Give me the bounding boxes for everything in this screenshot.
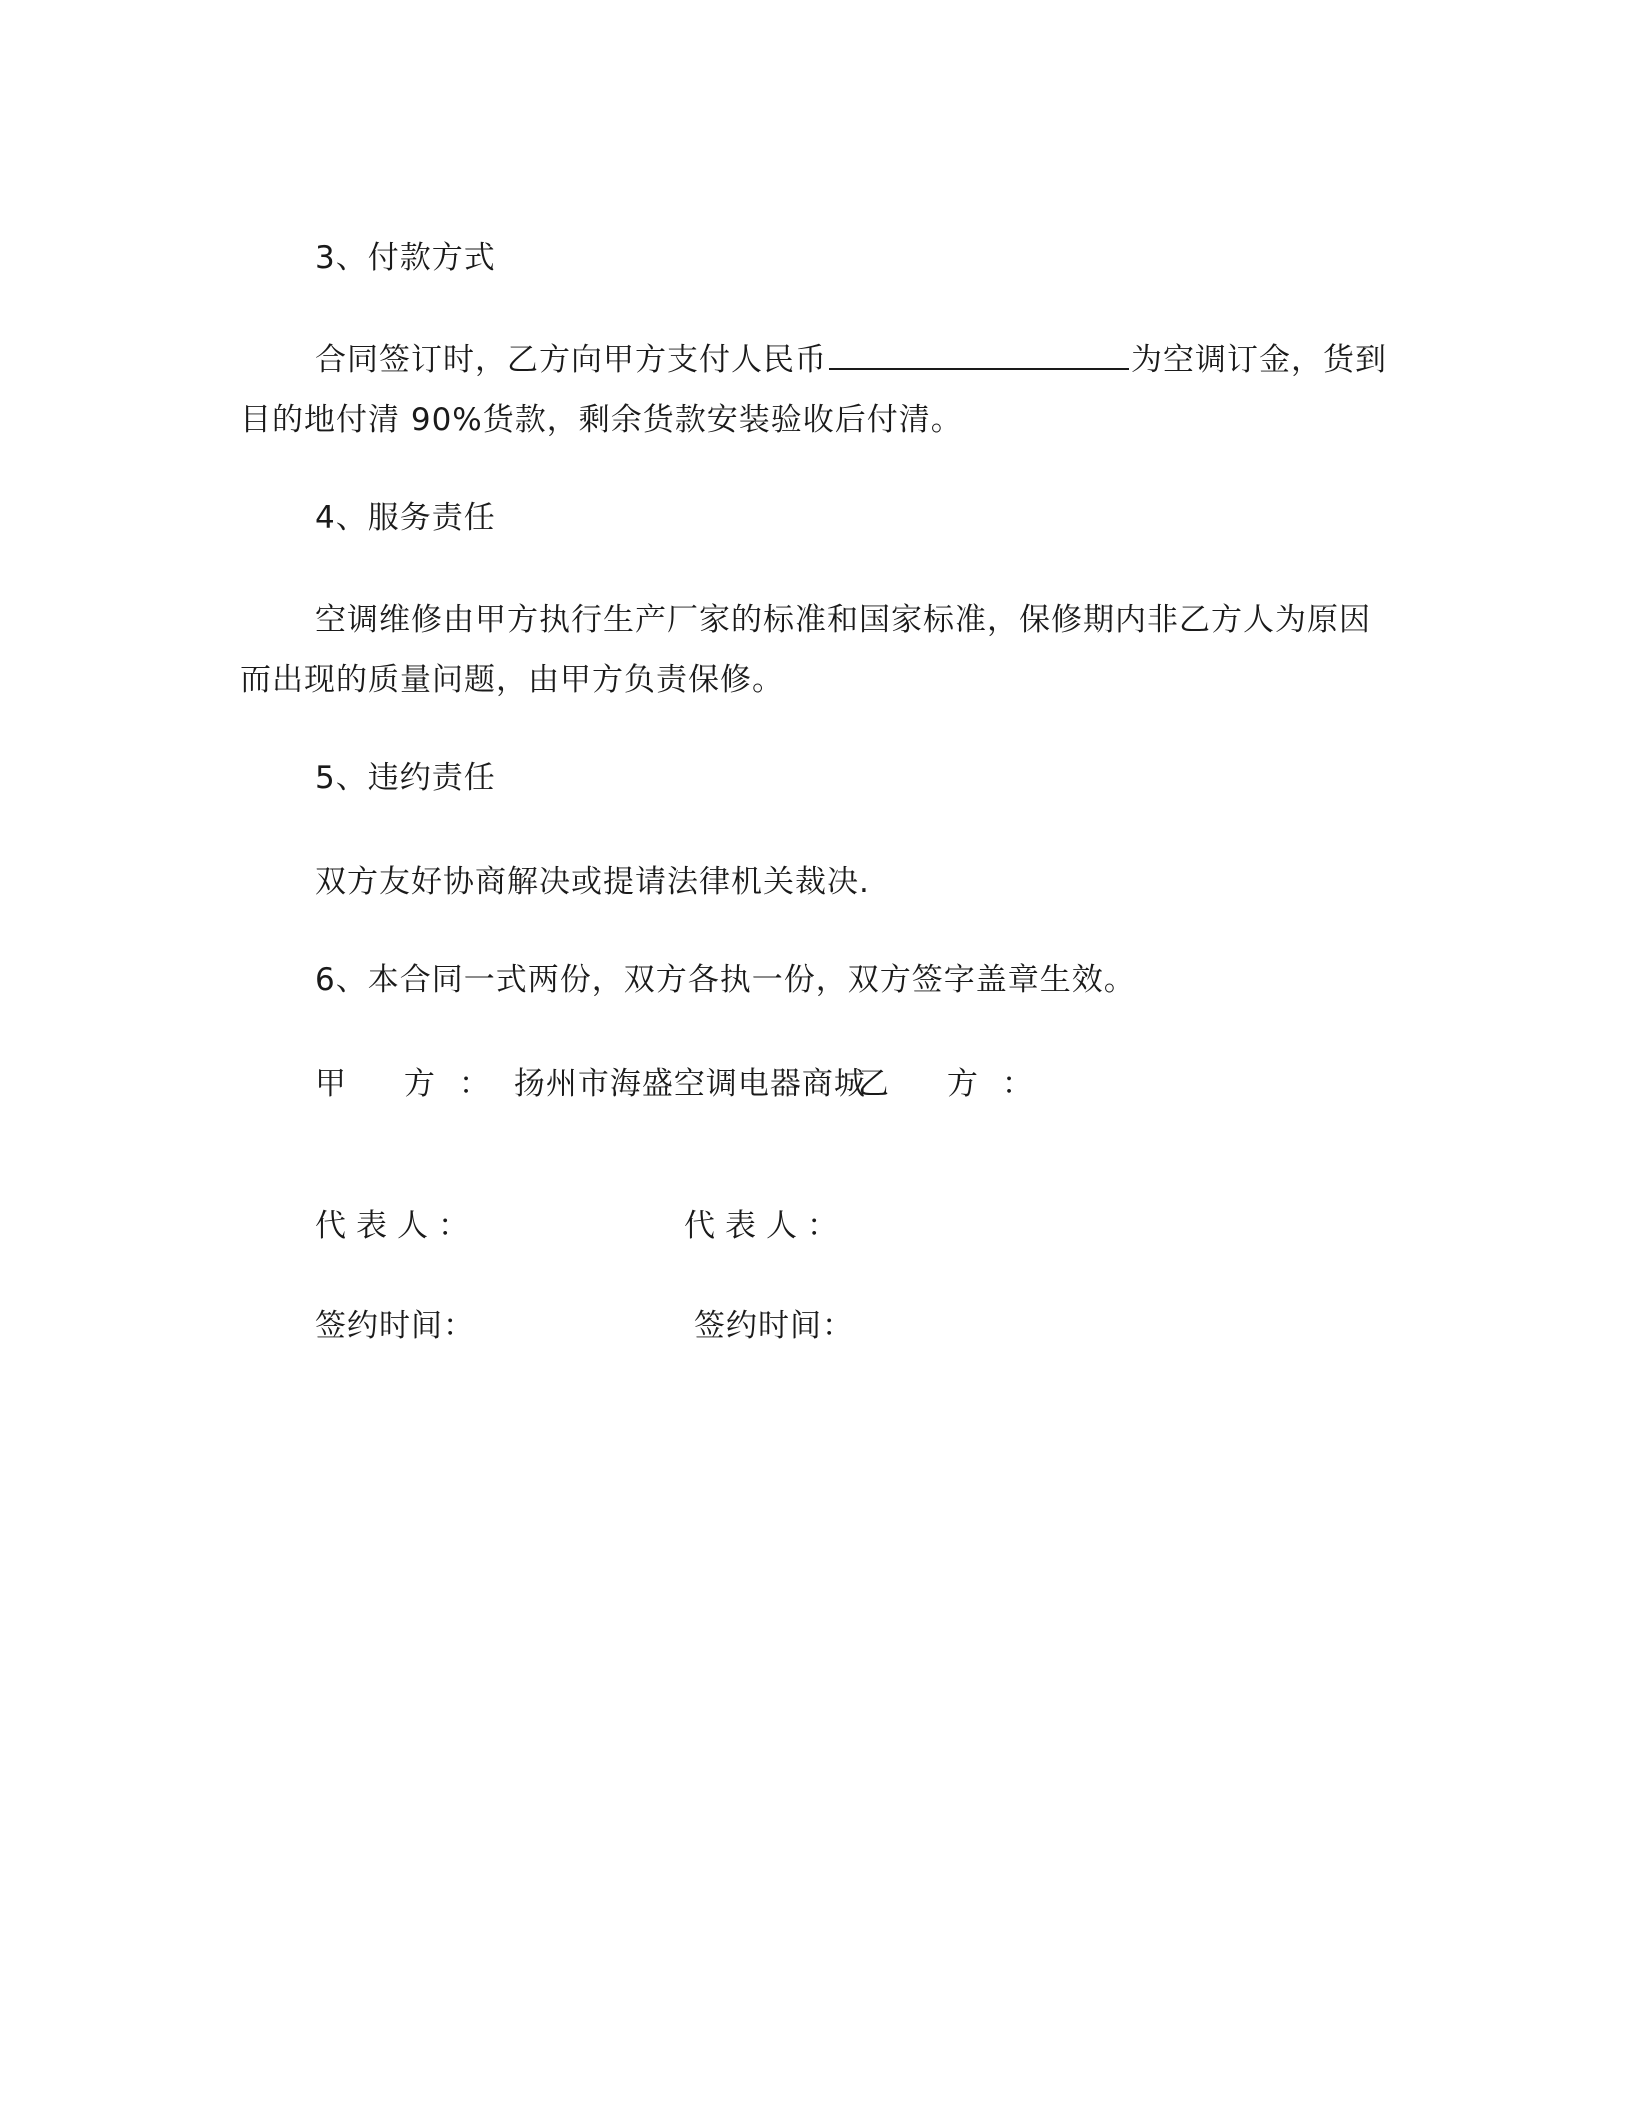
payment-text-after-blank: 为空调订金，货到 — [1131, 342, 1387, 378]
party-a-representative-label: 代表人： — [315, 1208, 479, 1244]
section-5-heading: 5、违约责任 — [315, 760, 496, 796]
section-4-heading: 4、服务责任 — [315, 500, 496, 536]
payment-text-before-blank: 合同签订时，乙方向甲方支付人民币 — [315, 342, 827, 378]
party-b-representative-label: 代表人： — [684, 1208, 848, 1244]
party-a-name: 扬州市海盛空调电器商城 — [513, 1066, 866, 1102]
party-a-sign-date-label: 签约时间： — [315, 1308, 475, 1344]
section-3-heading: 3、付款方式 — [315, 240, 496, 276]
section-4-paragraph-line-2: 而出现的质量问题，由甲方负责保修。 — [240, 662, 784, 698]
deposit-amount-blank[interactable] — [829, 338, 1129, 370]
party-b-line — [858, 1064, 1057, 1104]
section-3-paragraph-line-1 — [315, 338, 1387, 380]
section-5-paragraph: 双方友好协商解决或提请法律机关裁决. — [315, 864, 870, 900]
section-6-paragraph: 6、本合同一式两份，双方各执一份，双方签字盖章生效。 — [315, 962, 1136, 998]
party-b-label: 乙 方： — [858, 1066, 1057, 1102]
party-a-line — [315, 1064, 866, 1104]
section-3-paragraph-line-2: 目的地付清 90%货款，剩余货款安装验收后付清。 — [240, 402, 963, 438]
party-b-sign-date-label: 签约时间： — [694, 1308, 854, 1344]
section-4-paragraph-line-1: 空调维修由甲方执行生产厂家的标准和国家标准，保修期内非乙方人为原因 — [315, 602, 1371, 638]
party-a-label: 甲 方： — [315, 1066, 514, 1102]
